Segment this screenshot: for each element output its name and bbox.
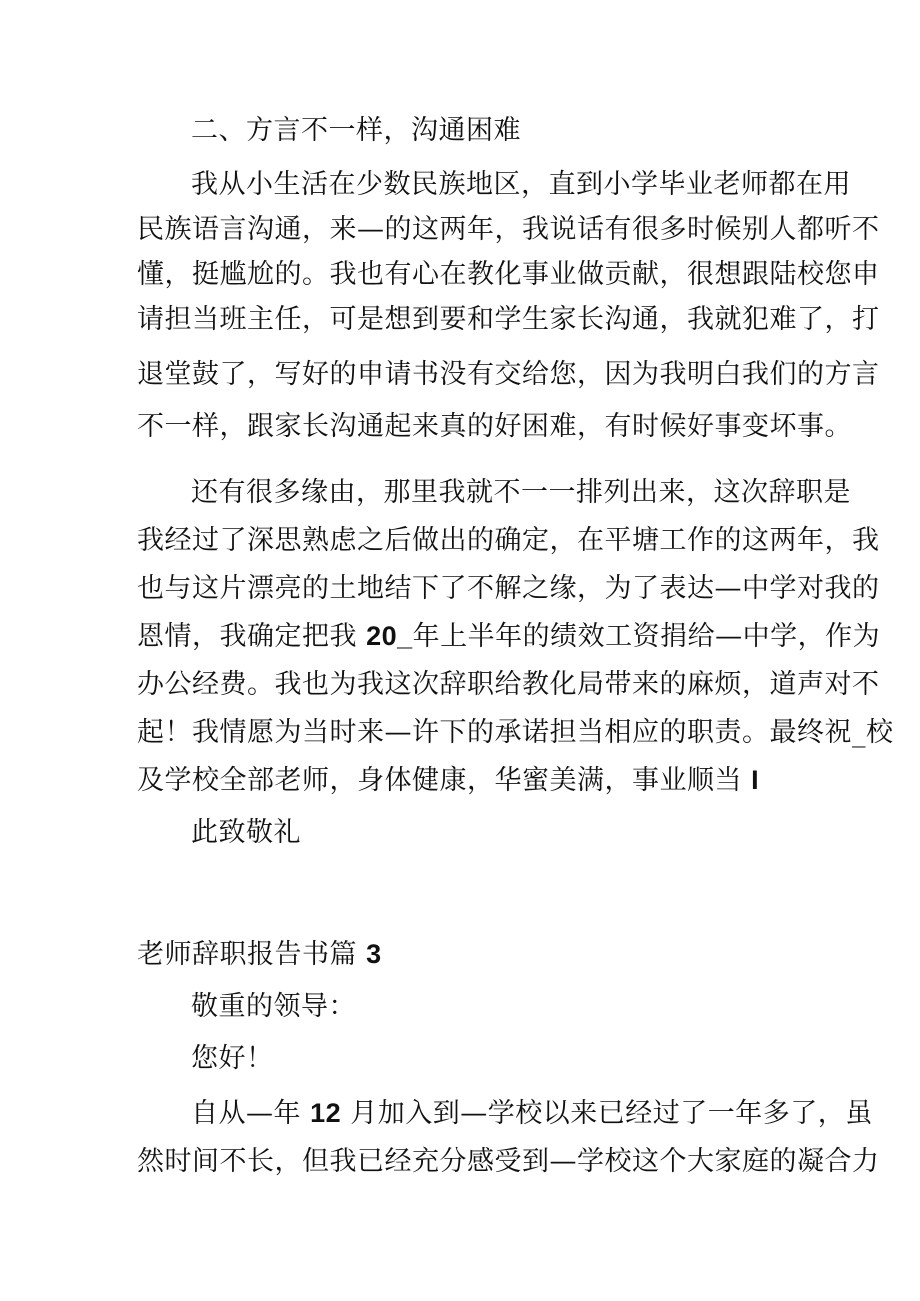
text-segment: 及学校全部老师，身体健康，华蜜美满，事业顺当 bbox=[137, 765, 752, 796]
text-segment: 恩情，我确定把我 bbox=[137, 621, 367, 652]
paragraph-line bbox=[191, 1091, 873, 1136]
year-number: 20_ bbox=[366, 621, 413, 651]
greeting-line: 您好！ bbox=[191, 1043, 274, 1074]
text-segment: 年上半年的绩效工资捐给—中学，作为 bbox=[412, 621, 881, 652]
month-number: 12 bbox=[310, 1098, 342, 1128]
text-segment: 自从—年 bbox=[191, 1098, 311, 1129]
paragraph-line: 我从小生活在少数民族地区，直到小学毕业老师都在用 bbox=[191, 169, 851, 200]
title-text: 老师辞职报告书篇 bbox=[137, 939, 367, 970]
salutation-line: 敬重的领导： bbox=[191, 991, 356, 1022]
article-title bbox=[137, 932, 797, 977]
paragraph-line: 然时间不长，但我已经充分感受到—学校这个大家庭的凝合力 bbox=[137, 1146, 880, 1177]
paragraph-line: 懂，挺尴尬的。我也有心在教化事业做贡献，很想跟陆校您申 bbox=[137, 259, 880, 290]
paragraph-line: 也与这片漂亮的土地结下了不解之缘，为了表达—中学对我的 bbox=[137, 573, 880, 604]
paragraph-line: 不一样，跟家长沟通起来真的好困难，有时候好事变坏事。 bbox=[137, 411, 852, 442]
paragraph-line: 起！我情愿为当时来—许下的承诺担当相应的职责。最终祝_校 bbox=[137, 717, 894, 748]
paragraph-line: 退堂鼓了，写好的申请书没有交给您，因为我明白我们的方言 bbox=[137, 359, 880, 390]
paragraph-line bbox=[137, 758, 797, 803]
text-segment-bold: I bbox=[751, 765, 760, 795]
section-heading: 二、方言不一样，沟通困难 bbox=[191, 115, 521, 146]
paragraph-line bbox=[137, 614, 881, 659]
paragraph-line: 民族语言沟通，来—的这两年，我说话有很多时候别人都听不 bbox=[137, 214, 880, 245]
title-number: 3 bbox=[366, 939, 382, 969]
paragraph-line: 我经过了深思熟虑之后做出的确定，在平塘工作的这两年，我 bbox=[137, 525, 880, 556]
text-segment: 月加入到—学校以来已经过了一年多了，虽 bbox=[341, 1098, 873, 1129]
closing-line: 此致敬礼 bbox=[191, 817, 301, 848]
paragraph-line: 办公经费。我也为我这次辞职给教化局带来的麻烦，道声对不 bbox=[137, 669, 880, 700]
paragraph-line: 请担当班主任，可是想到要和学生家长沟通，我就犯难了，打 bbox=[137, 304, 880, 335]
paragraph-line: 还有很多缘由，那里我就不一一排列出来，这次辞职是 bbox=[191, 477, 851, 508]
